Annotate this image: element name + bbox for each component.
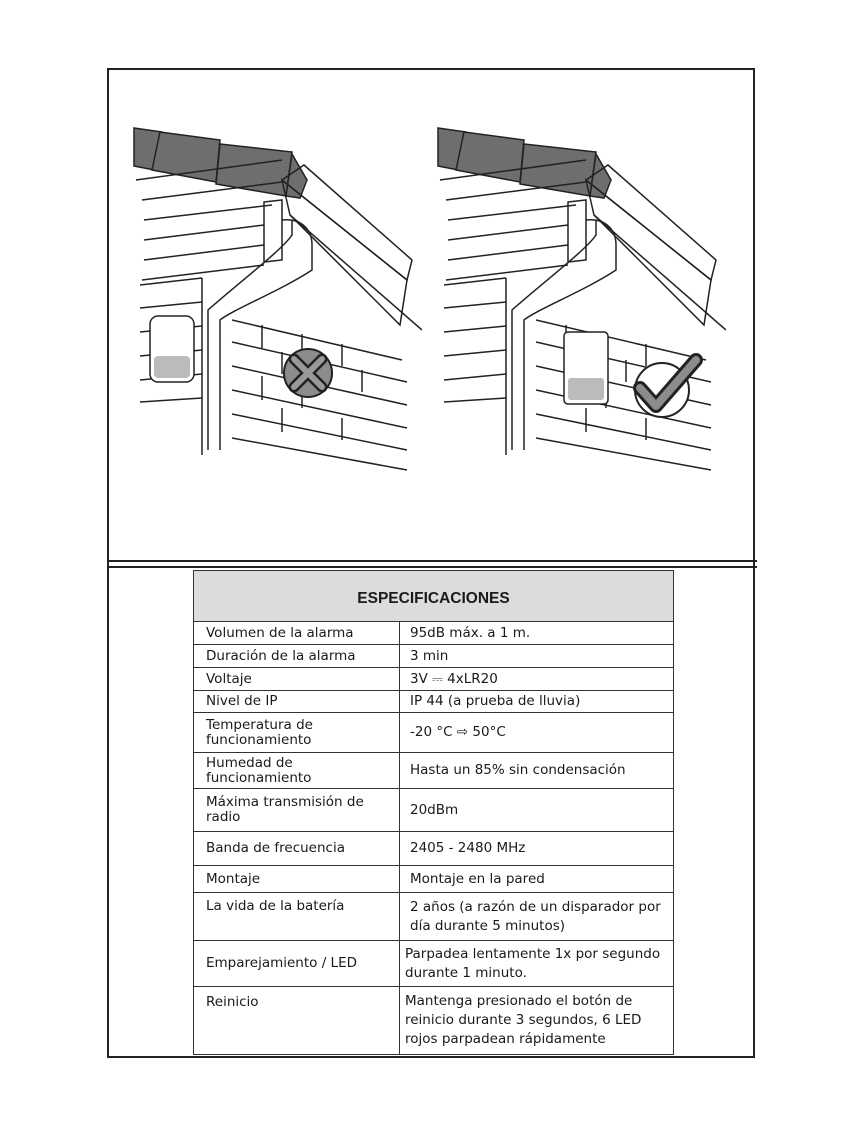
table-row [194, 645, 674, 668]
spec-label: Duración de la alarma [194, 645, 400, 668]
spec-value: 3 min [400, 645, 674, 668]
spec-label: Temperatura de funcionamiento [194, 713, 400, 753]
table-row [194, 987, 674, 1055]
table-row [194, 941, 674, 987]
spec-label: Volumen de la alarma [194, 622, 400, 645]
table-row [194, 789, 674, 832]
specifications-table [193, 570, 674, 1055]
spec-label: Humedad de funcionamiento [194, 753, 400, 789]
spec-label: Emparejamiento / LED [194, 941, 400, 987]
spec-label: Máxima transmisión de radio [194, 789, 400, 832]
spec-label: La vida de la batería [194, 893, 400, 941]
specifications-title: ESPECIFICACIONES [194, 571, 674, 622]
spec-label: Voltaje [194, 668, 400, 691]
x-mark-icon [284, 349, 332, 397]
spec-label: Montaje [194, 866, 400, 893]
table-row [194, 691, 674, 713]
incorrect-placement-illustration [132, 120, 422, 480]
table-row [194, 713, 674, 753]
spec-value: 2405 - 2480 MHz [400, 832, 674, 866]
spec-value: Parpadea lentamente 1x por segundo durante 1 minuto. [400, 941, 674, 987]
spec-value: IP 44 (a prueba de lluvia) [400, 691, 674, 713]
table-row [194, 668, 674, 691]
spec-label: Nivel de IP [194, 691, 400, 713]
table-row [194, 832, 674, 866]
spec-label: Banda de frecuencia [194, 832, 400, 866]
table-row [194, 753, 674, 789]
section-divider [107, 560, 757, 568]
spec-value: -20 °C ⇨ 50°C [400, 713, 674, 753]
spec-label: Reinicio [194, 987, 400, 1055]
spec-value: Mantenga presionado el botón de reinicio durante 3 segundos, 6 LED rojos parpadean rápidamente [400, 987, 674, 1055]
spec-value: 95dB máx. a 1 m. [400, 622, 674, 645]
check-mark-icon [635, 360, 696, 417]
spec-value: 20dBm [400, 789, 674, 832]
spec-value: Hasta un 85% sin condensación [400, 753, 674, 789]
correct-placement-illustration [436, 120, 726, 480]
table-row [194, 622, 674, 645]
table-row [194, 866, 674, 893]
spec-value: 2 años (a razón de un disparador por día durante 5 minutos) [400, 893, 674, 941]
spec-value: 3V ⎓ 4xLR20 [400, 668, 674, 691]
spec-value: Montaje en la pared [400, 866, 674, 893]
table-row [194, 893, 674, 941]
